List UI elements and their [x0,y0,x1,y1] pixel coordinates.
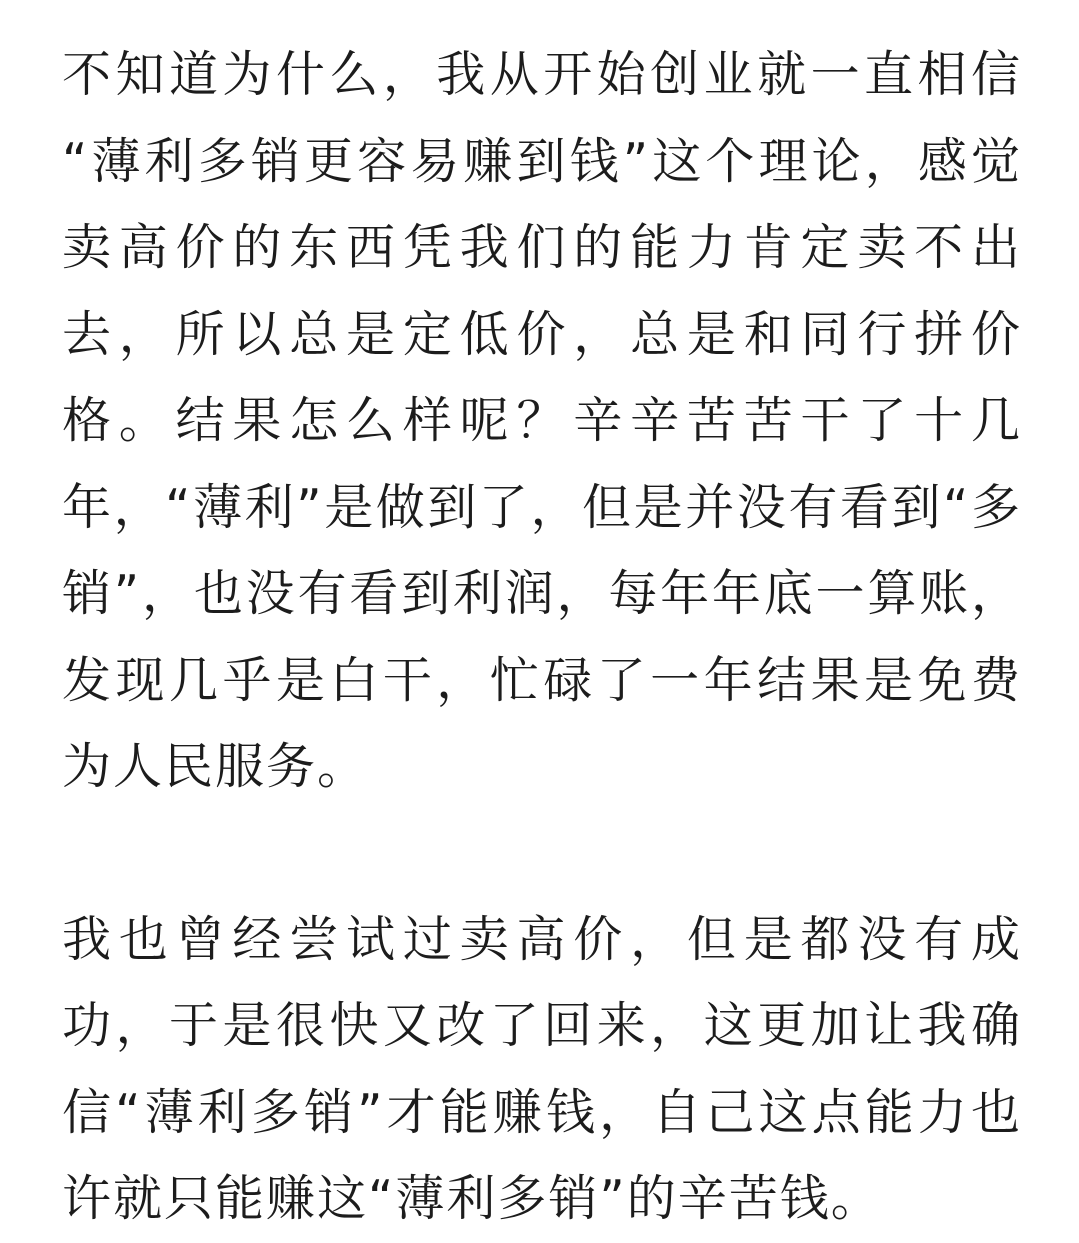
text-line: 年，“薄利”是做到了，但是并没有看到“多 [62,478,1022,536]
paragraph-spacer [62,811,1022,897]
text-line: 为人民服务。 [62,738,369,795]
text-line: 信“薄利多销”才能赚钱，自己这点能力也 [62,1083,1022,1141]
text-line: 发现几乎是白干，忙碌了一年结果是免费 [62,651,1022,709]
text-line: 去，所以总是定低价，总是和同行拼价 [62,305,1022,363]
text-line: “薄利多销更容易赚到钱”这个理论，感觉 [62,132,1022,190]
text-line: 功，于是很快又改了回来，这更加让我确 [62,997,1022,1054]
text-line: 格。结果怎么样呢？辛辛苦苦干了十几 [62,392,1022,449]
text-line: 不知道为什么，我从开始创业就一直相信 [62,46,1022,103]
text-line: 销”，也没有看到利润，每年年底一算账， [62,565,1022,622]
text-line: 许就只能赚这“薄利多销”的辛苦钱。 [62,1170,882,1227]
paragraph-1 [62,32,1022,811]
text-line: 卖高价的东西凭我们的能力肯定卖不出 [62,219,1022,276]
paragraph-2 [62,897,1022,1243]
text-line: 我也曾经尝试过卖高价，但是都没有成 [62,910,1022,968]
article-body [62,32,1022,1243]
